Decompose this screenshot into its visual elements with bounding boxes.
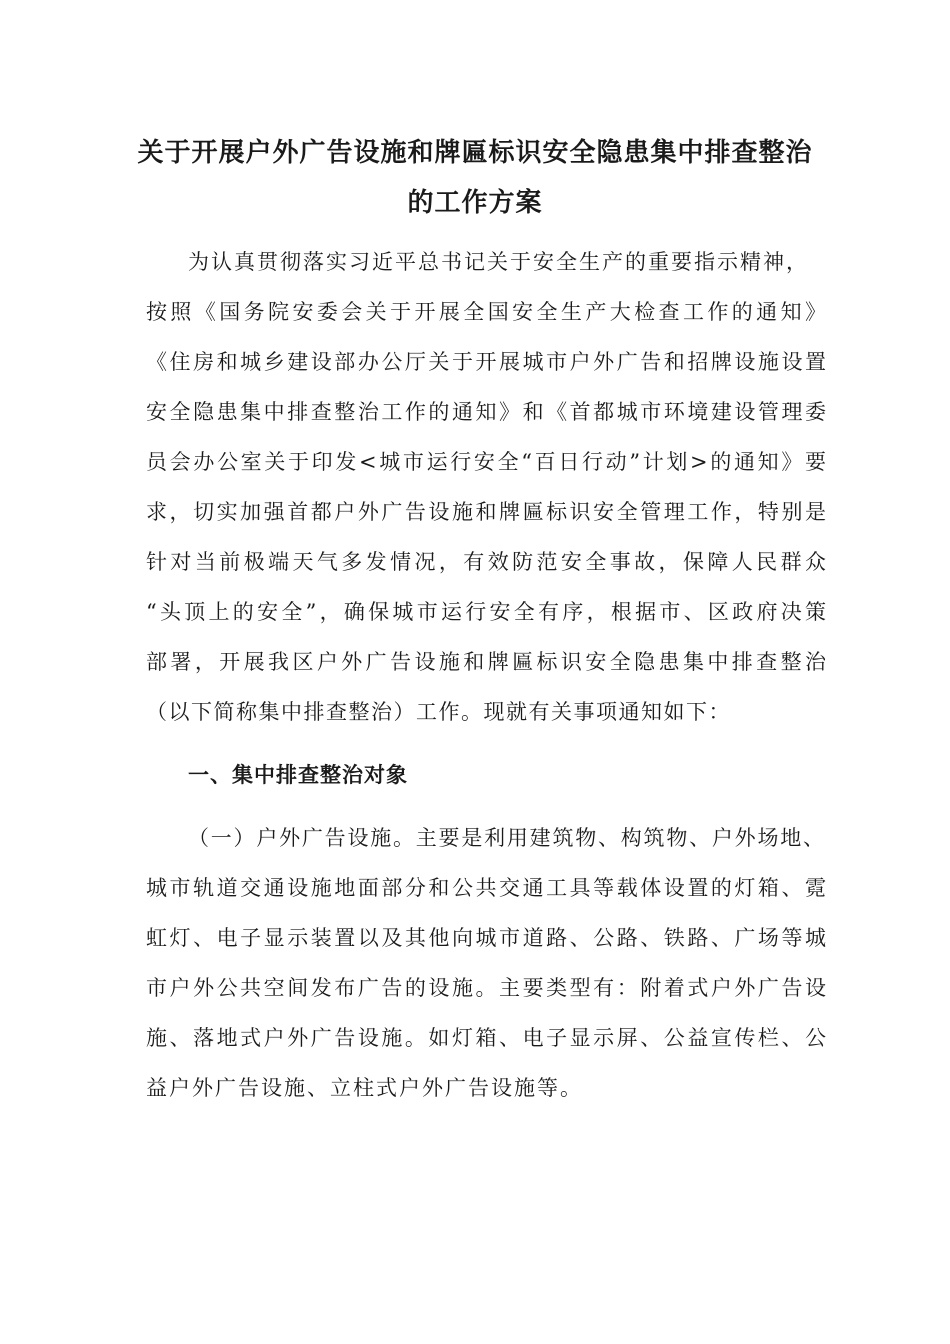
paragraph-1-line-1: 为认真贯彻落实习近平总书记关于安全生产的重要指示精神，	[188, 250, 809, 274]
paragraph-2-line-1: （一）户外广告设施。主要是利用建筑物、构筑物、户外场地、	[188, 826, 824, 850]
paragraph-1-line-4: 安全隐患集中排查整治工作的通知》和《首都城市环境建设管理委	[146, 400, 826, 424]
paragraph-1-line-10: （以下简称集中排查整治）工作。现就有关事项通知如下：	[146, 700, 731, 724]
paragraph-2-line-6: 益户外广告设施、立柱式户外广告设施等。	[146, 1076, 583, 1100]
paragraph-1-line-3: 《住房和城乡建设部办公厅关于开展城市户外广告和招牌设施设置	[146, 350, 826, 374]
document-title-line-1: 关于开展户外广告设施和牌匾标识安全隐患集中排查整治	[137, 138, 813, 168]
paragraph-1-line-7: 针对当前极端天气多发情况，有效防范安全事故，保障人民群众	[146, 550, 826, 574]
paragraph-2-line-5: 施、落地式户外广告设施。如灯箱、电子显示屏、公益宣传栏、公	[146, 1026, 826, 1050]
document-title-line-2: 的工作方案	[407, 188, 543, 218]
section-1-heading: 一、集中排查整治对象	[188, 763, 408, 787]
paragraph-2-line-2: 城市轨道交通设施地面部分和公共交通工具等载体设置的灯箱、霓	[146, 876, 826, 900]
paragraph-1-line-9: 部署，开展我区户外广告设施和牌匾标识安全隐患集中排查整治	[146, 650, 826, 674]
paragraph-1-line-5: 员会办公室关于印发<城市运行安全“百日行动”计划>的通知》要	[146, 450, 826, 474]
paragraph-2-line-3: 虹灯、电子显示装置以及其他向城市道路、公路、铁路、广场等城	[146, 926, 826, 950]
paragraph-1-line-6: 求，切实加强首都户外广告设施和牌匾标识安全管理工作，特别是	[146, 500, 826, 524]
paragraph-1-line-8: “头顶上的安全”，确保城市运行安全有序，根据市、区政府决策	[146, 600, 826, 624]
paragraph-1-line-2: 按照《国务院安委会关于开展全国安全生产大检查工作的通知》	[146, 300, 826, 324]
paragraph-2-line-4: 市户外公共空间发布广告的设施。主要类型有：附着式户外广告设	[146, 976, 826, 1000]
